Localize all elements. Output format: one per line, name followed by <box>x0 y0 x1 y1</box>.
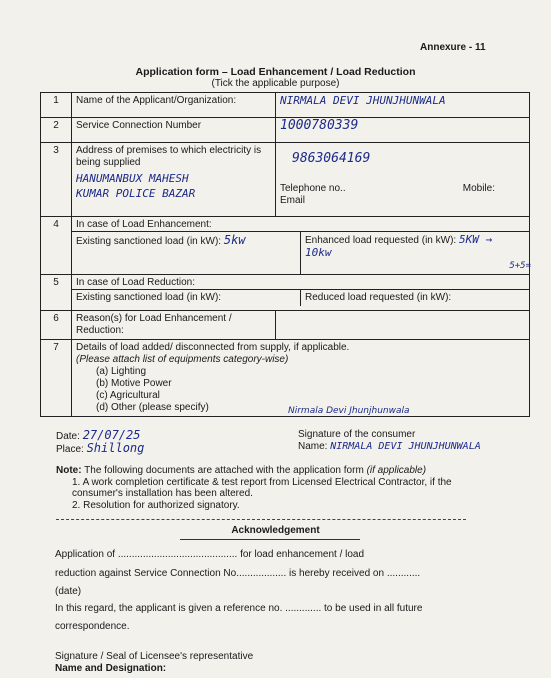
ack-line: reduction against Service Connection No.................. is hereby received on ............ <box>55 568 421 579</box>
reason-value[interactable] <box>276 311 530 340</box>
row-1 <box>41 93 530 118</box>
phone-value[interactable]: 9863064169 <box>292 151 371 166</box>
acknowledgement-underline <box>180 539 360 540</box>
note-item: 2. Resolution for authorized signatory. <box>72 500 240 511</box>
licensee-signature-label: Signature / Seal of Licensee's representative <box>55 651 254 662</box>
date-value[interactable]: 27/07/25 <box>82 428 141 442</box>
note-block <box>56 465 496 511</box>
designation-label: Name and Designation: <box>55 663 167 674</box>
reduction-heading: In case of Load Reduction: <box>76 277 195 288</box>
row-2 <box>41 118 530 143</box>
note-label: Note: <box>56 465 82 476</box>
load-item: (a) Lighting <box>96 366 147 377</box>
row-5 <box>41 275 530 311</box>
row-number: 6 <box>41 311 72 340</box>
row-number: 5 <box>41 275 72 311</box>
applicant-name-label: Name of the Applicant/Organization: <box>72 93 276 118</box>
form-subtitle: (Tick the applicable purpose) <box>211 78 340 89</box>
note-item: 1. A work completion certificate & test report from Licensed Electrical Contractor, if the consumer's installation has been altered. <box>72 477 452 499</box>
divider <box>56 519 466 520</box>
consumer-name-field <box>298 441 498 452</box>
reason-label: Reason(s) for Load Enhancement / Reduction: <box>72 311 276 340</box>
load-item: (b) Motive Power <box>96 378 172 389</box>
row-number: 1 <box>41 93 72 118</box>
reduction-existing-label: Existing sanctioned load (in kW): <box>72 290 301 306</box>
date-label: Date: <box>56 431 80 442</box>
acknowledgement-title: Acknowledgement <box>231 525 320 536</box>
existing-load-value[interactable]: 5kw <box>223 233 246 247</box>
enhanced-load-label: Enhanced load requested (in kW): <box>305 235 457 246</box>
row-4 <box>41 217 530 275</box>
load-details-note: (Please attach list of equipments category-wise) <box>76 354 289 365</box>
row-number: 2 <box>41 118 72 143</box>
form-title: Application form – Load Enhancement / Load Reduction <box>135 66 416 78</box>
ack-line: Application of ........................................... for load enhancement / load <box>55 549 365 560</box>
row-7 <box>41 340 530 417</box>
reduced-load-label: Reduced load requested (in kW): <box>305 292 452 303</box>
date-field <box>56 428 140 442</box>
row-number: 7 <box>41 340 72 417</box>
enhanced-load-note: 5+5= <box>509 261 531 271</box>
load-details-label: Details of load added/ disconnected from supply, if applicable. <box>76 342 350 353</box>
place-field <box>56 441 144 455</box>
ack-line: correspondence. <box>55 621 130 632</box>
address-line-1[interactable]: HANUMANBUX MAHESH <box>76 172 189 185</box>
enhanced-load-value[interactable]: 5KW → 10kw <box>305 233 493 259</box>
telephone-label: Telephone no.. <box>280 183 346 194</box>
row-3 <box>41 143 530 217</box>
ack-line: In this regard, the applicant is given a reference no. ............. to be used in all future <box>55 603 423 614</box>
place-value[interactable]: Shillong <box>86 441 145 455</box>
address-line-2[interactable]: KUMAR POLICE BAZAR <box>76 187 196 200</box>
email-label: Email <box>280 195 306 206</box>
ack-line: (date) <box>55 586 82 597</box>
enhancement-heading: In case of Load Enhancement: <box>76 219 212 230</box>
annexure-label: Annexure - 11 <box>420 42 486 53</box>
note-italic: (if applicable) <box>366 465 427 476</box>
note-text: The following documents are attached with the application form <box>84 465 364 476</box>
row-number: 4 <box>41 217 72 275</box>
service-connection-value[interactable]: 1000780339 <box>280 118 359 133</box>
applicant-name-value[interactable]: NIRMALA DEVI JHUNJHUNWALA <box>280 94 446 107</box>
service-connection-label: Service Connection Number <box>72 118 276 143</box>
place-label: Place: <box>56 444 84 455</box>
load-item: (d) Other (please specify) <box>96 402 209 413</box>
address-label: Address of premises to which electricity is being supplied <box>76 145 262 168</box>
row-6 <box>41 311 530 340</box>
handwritten-signature: Nirmala Devi Jhunjhunwala <box>288 406 410 416</box>
load-item: (c) Agricultural <box>96 390 160 401</box>
consumer-name-value[interactable]: NIRMALA DEVI JHUNJHUNWALA <box>330 441 481 452</box>
application-table <box>40 92 530 417</box>
consumer-signature-label: Signature of the consumer <box>298 429 416 440</box>
name-label: Name: <box>298 441 328 452</box>
mobile-label: Mobile: <box>462 183 495 194</box>
row-number: 3 <box>41 143 72 217</box>
existing-load-label: Existing sanctioned load (in kW): <box>76 236 222 247</box>
